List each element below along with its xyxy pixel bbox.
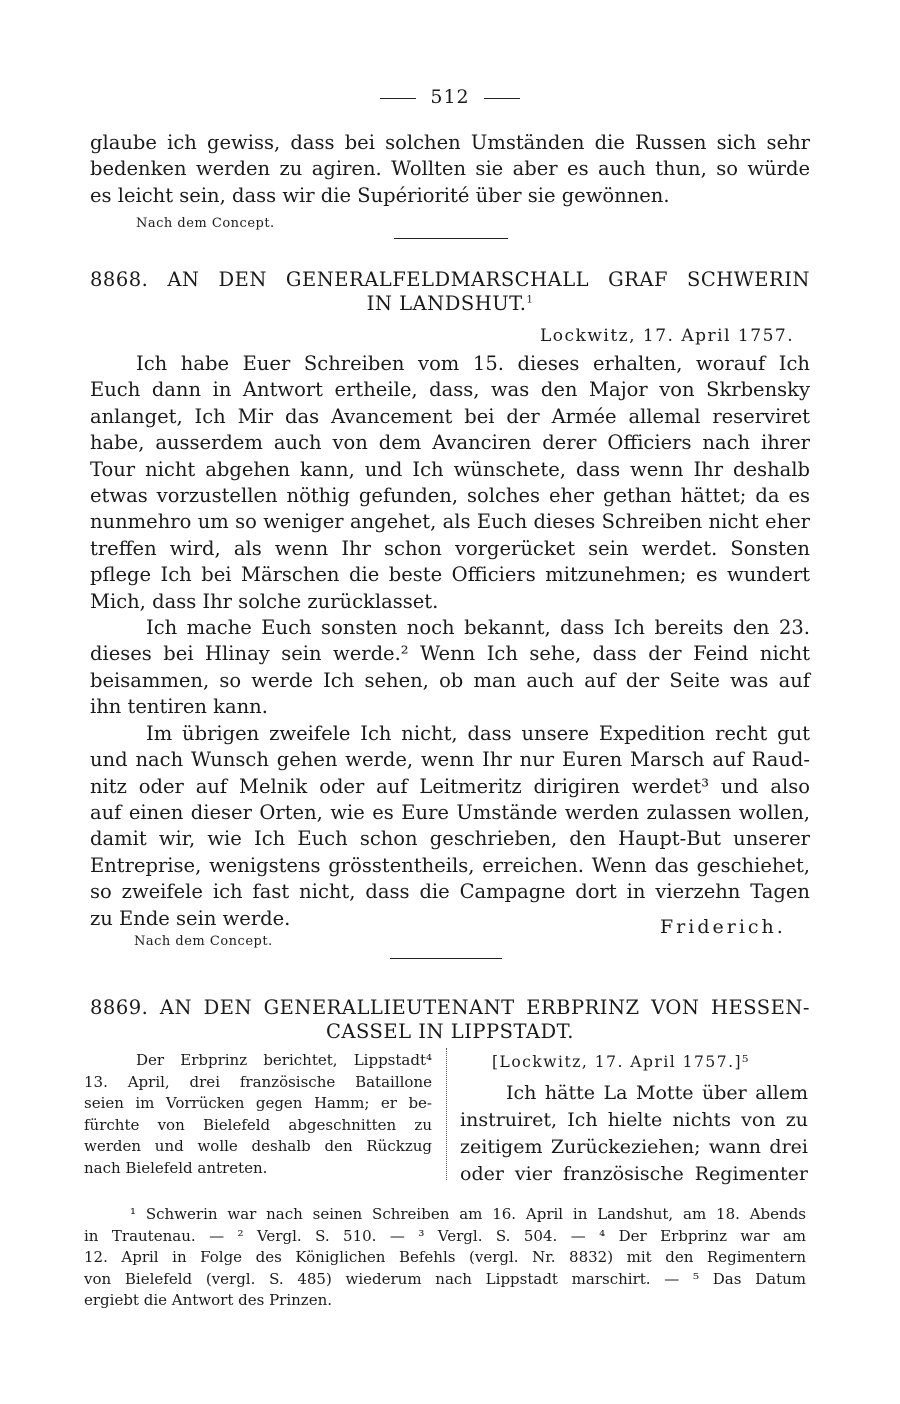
text-line: glaube ich gewiss, dass bei solchen Umständen die Russen sich sehr xyxy=(90,131,810,154)
text-line: dieses bei Hlinay sein werde.² Wenn Ich sehe, dass der Feind nicht xyxy=(90,642,810,666)
footnote-line: in Trautenau. — ² Vergl. S. 510. — ³ Vergl. S. 504. — ⁴ Der Erbprinz war am xyxy=(84,1226,806,1245)
text-line: oder vier französische Regimenter xyxy=(460,1163,808,1185)
text-line: ihn tentiren kann. xyxy=(90,695,268,719)
intro-paragraph xyxy=(90,130,810,209)
heading-line: 8868. AN DEN GENERALFELDMARSCHALL GRAF SCHWERIN xyxy=(90,268,810,291)
text-line: instruiret, Ich hielte nichts von zu xyxy=(460,1109,808,1131)
footnote-line: ergiebt die Antwort des Prinzen. xyxy=(84,1291,332,1309)
text-line: Euch dann in Antwort ertheile, dass, was den Major von Skrbensky xyxy=(90,378,810,402)
text-line: 13. April, drei französische Bataillone xyxy=(84,1072,432,1091)
text-line: Ich habe Euer Schreiben vom 15. dieses erhalten, worauf Ich xyxy=(136,352,810,375)
letter-body xyxy=(90,351,810,932)
text-line: und nach Wunsch gehen werde, wenn Ihr nur Euren Marsch auf Raud- xyxy=(90,748,810,772)
footnote-ref: 1 xyxy=(526,294,534,306)
text-line: nunmehro um so weniger angehet, als Euch dieses Schreiben nicht eher xyxy=(90,510,810,534)
dateline: Lockwitz, 17. April 1757. xyxy=(540,326,795,346)
text-line: etwas vorzustellen nöthig gefunden, solches eher gethan hättet; da es xyxy=(90,484,810,508)
heading-line: IN LANDSHUT.$^1$ xyxy=(366,292,534,315)
letter-heading xyxy=(90,996,810,1044)
footnotes xyxy=(84,1204,806,1312)
text-line: nach Bielefeld antreten. xyxy=(84,1158,268,1177)
section-separator xyxy=(390,958,502,959)
text-line: beisammen, so werde Ich sehen, ob man auch auf der Seite was auf xyxy=(90,668,810,692)
text-line: seien im Vorrücken gegen Hamm; er be- xyxy=(84,1094,432,1112)
section-separator xyxy=(394,238,508,239)
text-line: bedenken werden zu agiren. Wollten sie aber es auch thun, so würde xyxy=(90,157,810,181)
letter-heading xyxy=(90,268,810,316)
dateline: [Lockwitz, 17. April 1757.]⁵ xyxy=(492,1053,750,1071)
footnote-line: 12. April in Folge des Königlichen Befehls (vergl. Nr. 8832) mit den Regimentern xyxy=(84,1248,806,1266)
text-line: auf einen dieser Orten, wie es Eure Umstände werden zulassen wollen, xyxy=(90,800,810,824)
text-line: Ich mache Euch sonsten noch bekannt, dass Ich bereits den 23. xyxy=(146,616,810,640)
reply-column xyxy=(460,1080,808,1188)
text-line: habe, ausserdem auch von dem Avanciren derer Officiers nach ihrer xyxy=(90,431,810,455)
header-rule-left xyxy=(380,98,416,99)
text-line: treffen wird, als wenn Ihr schon vorgerücket sein werdet. Sonsten xyxy=(90,536,810,560)
text-line: Entreprise, wenigstens grösstentheils, erreichen. Wenn das geschiehet, xyxy=(90,853,810,877)
text-line: es leicht sein, dass wir die Supériorité über sie gewönnen. xyxy=(90,183,670,207)
text-line: so zweifele ich fast nicht, dass die Campagne dort in vierzehn Tagen xyxy=(90,880,810,904)
header-rule-right xyxy=(484,98,520,99)
page-header xyxy=(0,86,900,108)
text-line: Ich hätte La Motte über allem xyxy=(506,1082,808,1104)
footnote-line: ¹ Schwerin war nach seinen Schreiben am 16. April in Landshut, am 18. Abends xyxy=(130,1205,806,1223)
signature: Friderich. xyxy=(660,916,786,938)
source-note: Nach dem Concept. xyxy=(134,934,273,949)
text-line: Im übrigen zweifele Ich nicht, dass unsere Expedition recht gut xyxy=(146,721,810,745)
text-line: pflege Ich bei Märschen die beste Officiers mitzunehmen; es wundert xyxy=(90,563,810,587)
heading-line: 8869. AN DEN GENERALLIEUTENANT ERBPRINZ VON HESSEN- xyxy=(90,996,810,1019)
text-line: werden und wolle deshalb den Rückzug xyxy=(84,1137,432,1155)
text-line: anlanget, Ich Mir das Avancement bei der Armée allemal reserviret xyxy=(90,404,810,428)
text-line: zu Ende sein werde. xyxy=(90,906,291,930)
text-line: fürchte von Bielefeld abgeschnitten zu xyxy=(84,1115,432,1134)
source-note: Nach dem Concept. xyxy=(136,216,275,231)
text-line: zeitigem Zurückeziehen; wann drei xyxy=(460,1136,808,1158)
page-number: 512 xyxy=(430,86,470,108)
heading-line: CASSEL IN LIPPSTADT. xyxy=(326,1020,574,1043)
summary-column xyxy=(84,1050,432,1179)
text-line: Mich, dass Ihr solche zurücklasset. xyxy=(90,589,439,613)
text-line: Der Erbprinz berichtet, Lippstadt⁴ xyxy=(136,1051,432,1069)
column-divider xyxy=(446,1048,447,1180)
text-line: damit wir, wie Ich Euch schon geschrieben, den Haupt-But unserer xyxy=(90,827,810,851)
text-line: nitz oder auf Melnik oder auf Leitmeritz dirigiren werdet³ und also xyxy=(90,774,810,798)
text-line: Tour nicht abgehen kann, und Ich wünschete, dass wenn Ihr deshalb xyxy=(90,457,810,481)
footnote-line: von Bielefeld (vergl. S. 485) wiederum nach Lippstadt marschirt. — ⁵ Das Datum xyxy=(84,1269,806,1288)
